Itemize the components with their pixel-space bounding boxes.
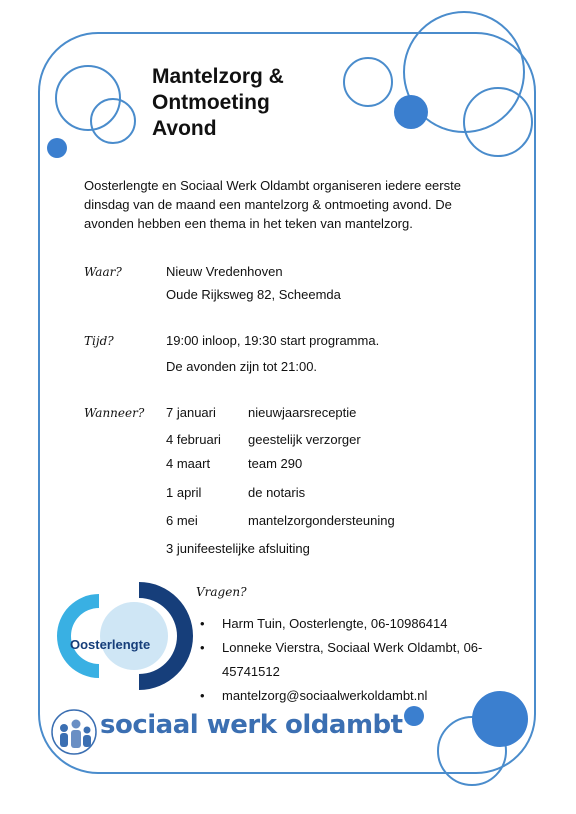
deco-circle <box>344 58 392 106</box>
schedule-date: 1 april <box>166 485 202 500</box>
location-label: Waar? <box>84 265 122 279</box>
deco-circle <box>56 66 120 130</box>
bullet-icon: • <box>200 688 205 703</box>
swo-logo-text: sociaal werk oldambt <box>100 710 403 740</box>
title-line: Mantelzorg & <box>152 65 284 88</box>
title-line: Ontmoeting <box>152 91 270 114</box>
deco-dot <box>47 138 67 158</box>
deco-dot <box>404 706 424 726</box>
location-line: Oude Rijksweg 82, Scheemda <box>166 287 341 302</box>
bullet-icon: • <box>200 616 205 631</box>
title-line: Avond <box>152 117 217 140</box>
schedule-event: geestelijk verzorger <box>248 432 361 447</box>
contact-email-link[interactable]: mantelzorg@sociaalwerkoldambt.nl <box>222 688 428 703</box>
time-line: 19:00 inloop, 19:30 start programma. <box>166 333 380 348</box>
oosterlengte-logo-icon <box>44 580 194 690</box>
location-line: Nieuw Vredenhoven <box>166 264 283 279</box>
oosterlengte-logo-text: Oosterlengte <box>70 637 151 652</box>
schedule-event: de notaris <box>248 485 306 500</box>
schedule-event: team 290 <box>248 456 303 471</box>
schedule-date: 3 junifeestelijke afsluiting <box>166 541 310 556</box>
schedule-date: 7 januari <box>166 405 216 420</box>
time-line: De avonden zijn tot 21:00. <box>166 359 318 374</box>
contact-item: • Lonneke Vierstra, Sociaal Werk Oldambt, 06-45741512 <box>200 636 512 684</box>
schedule-date: 6 mei <box>166 513 198 528</box>
bullet-icon: • <box>200 640 205 655</box>
deco-dot <box>394 95 428 129</box>
intro-text: Oosterlengte en Sociaal Werk Oldambt organiseren iedere eerste dinsdag van de maand een mantelzorg & ontmoeting avond. De avonden hebben een thema in het teken van mantelzorg. <box>84 178 461 231</box>
schedule-event: mantelzorgondersteuning <box>248 513 395 528</box>
schedule-date: 4 maart <box>166 456 211 471</box>
schedule-date: 4 februari <box>166 432 221 447</box>
event-title <box>152 64 284 142</box>
contact-list <box>200 612 512 708</box>
schedule-event: nieuwjaarsreceptie <box>248 405 357 420</box>
questions-label: Vragen? <box>196 585 247 599</box>
contact-item: • Harm Tuin, Oosterlengte, 06-10986414 <box>200 612 512 636</box>
time-label: Tijd? <box>84 334 114 348</box>
deco-circle <box>91 99 135 143</box>
schedule-label: Wanneer? <box>84 406 145 420</box>
